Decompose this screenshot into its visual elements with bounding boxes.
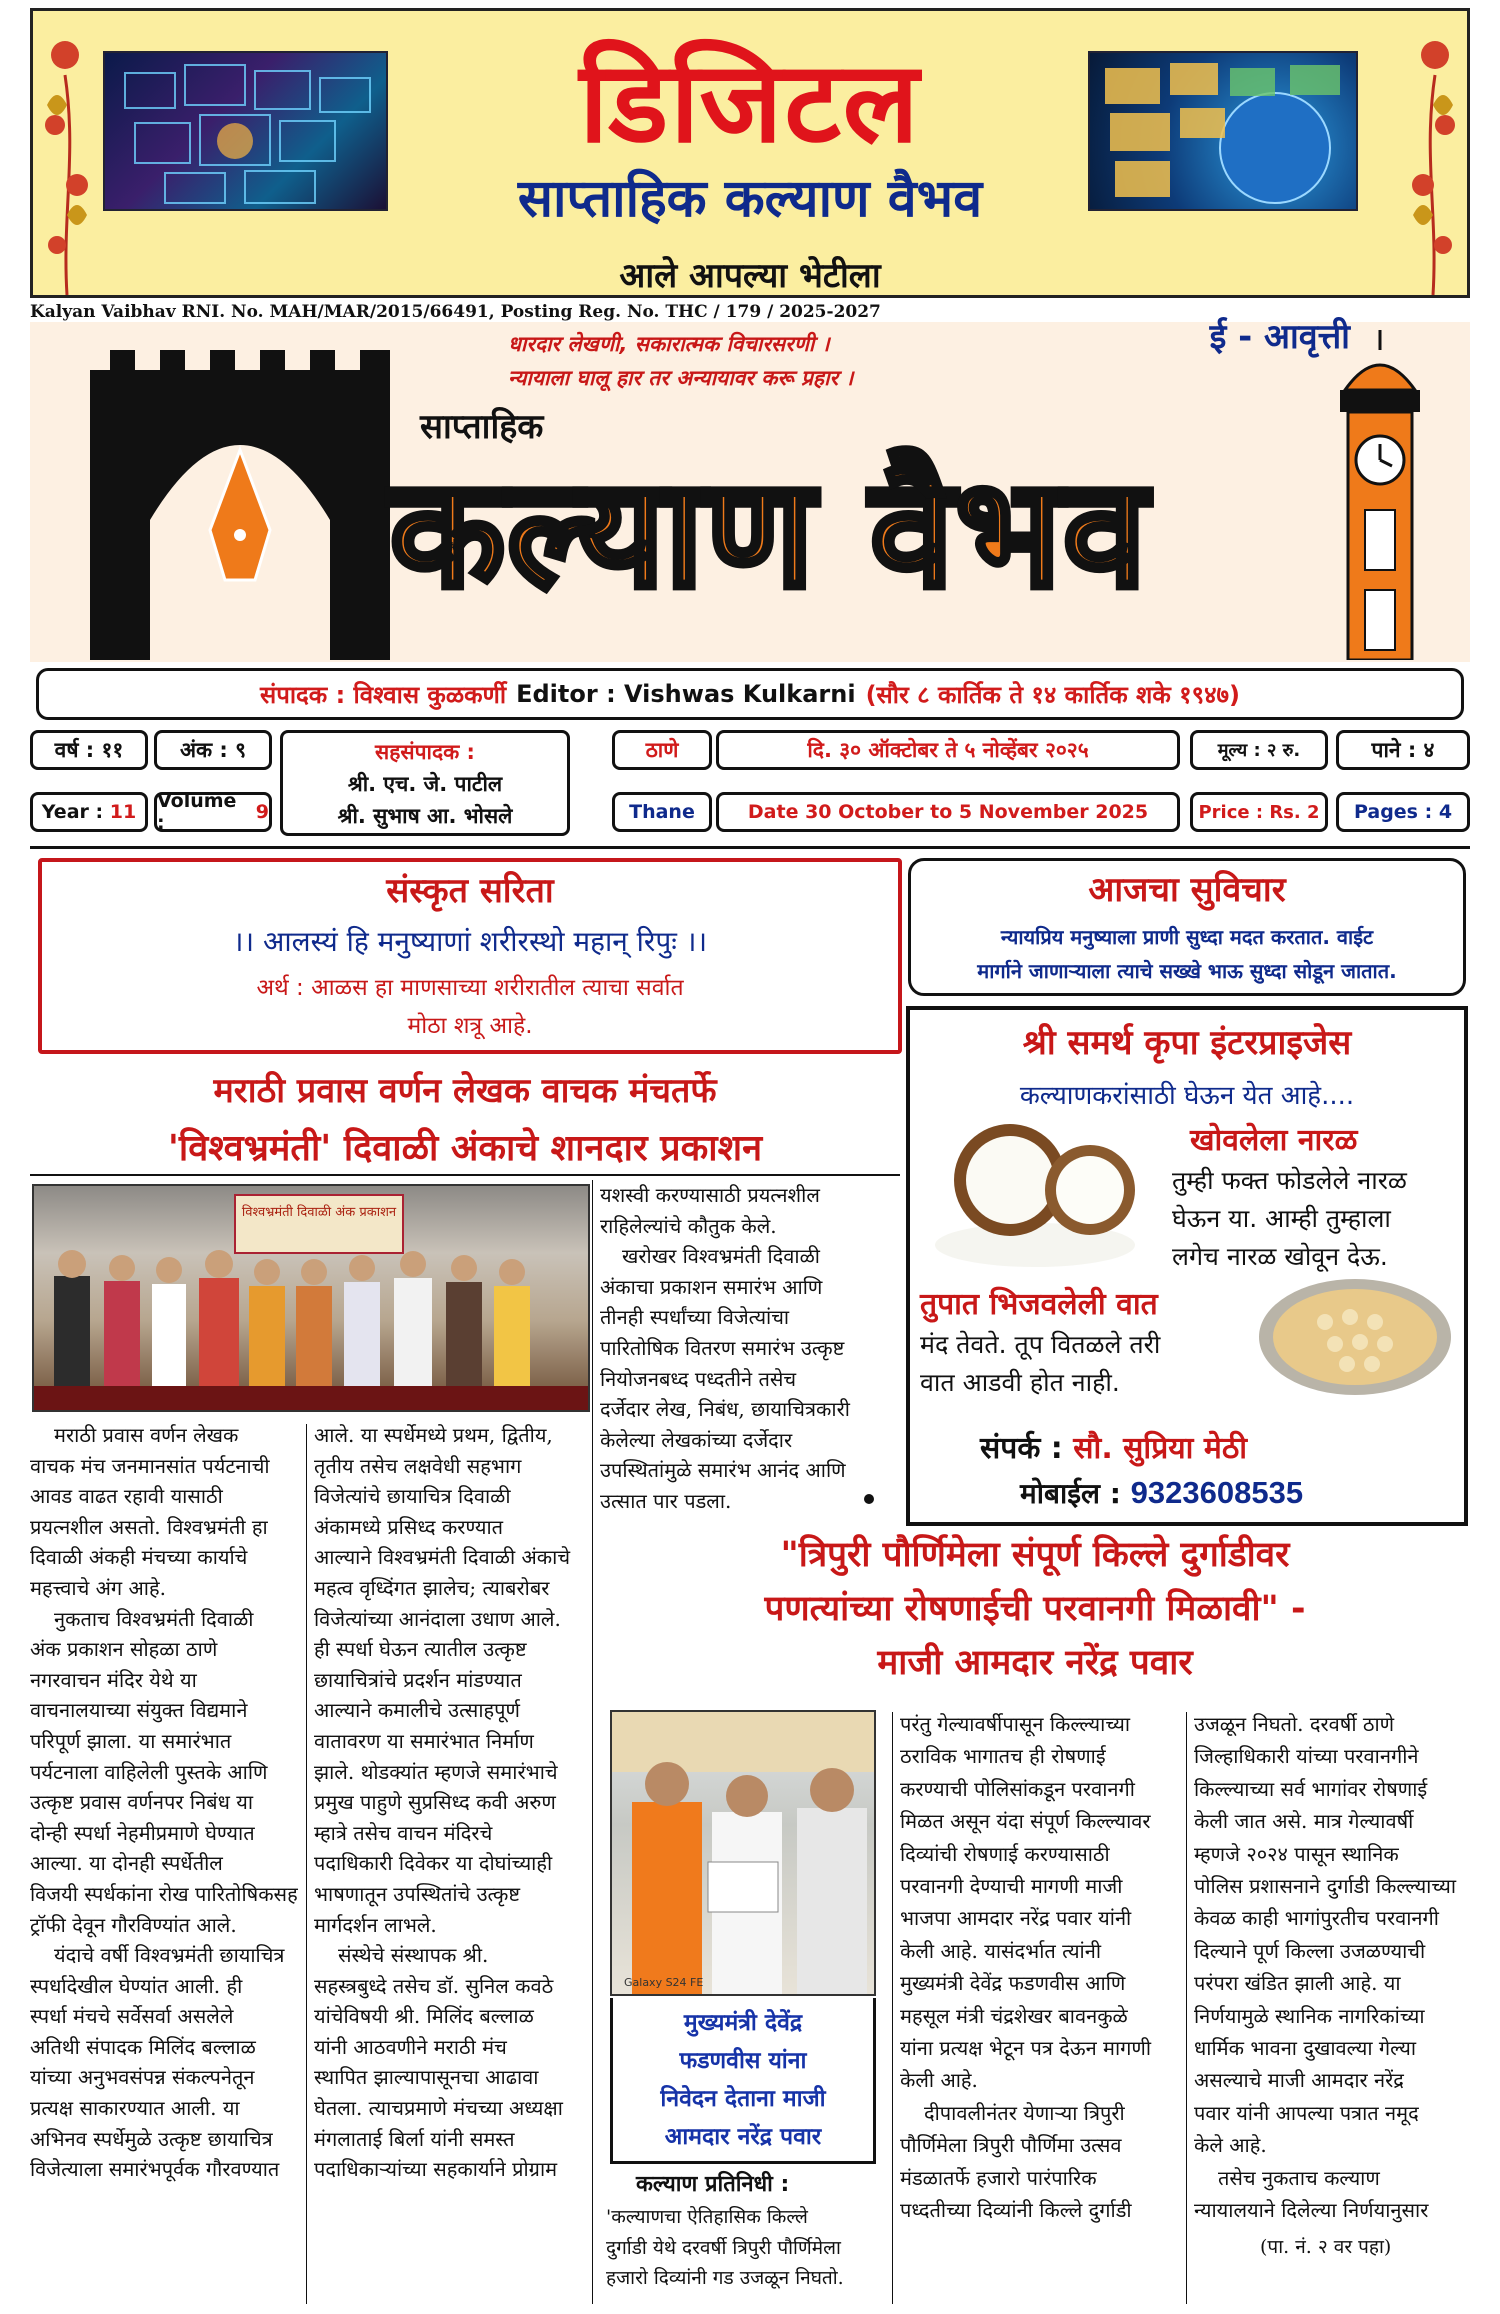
- ad-item-2-text: [920, 1326, 1160, 1402]
- text-line: घेतला. त्याचप्रमाणे मंचच्या अध्यक्षा: [314, 2096, 563, 2121]
- volume-label: Volume :: [157, 790, 237, 834]
- ad-item-1-line: तुम्ही फक्त फोडलेले नारळ: [1172, 1166, 1407, 1195]
- banner-newspaper-name: कल्याण वैभव: [390, 447, 1149, 621]
- text-line: तृतीय तसेच लक्षवेधी सहभाग: [314, 1453, 522, 1478]
- article2-headline-2: पणत्यांच्या रोषणाईची परवानगी मिळावी" -: [764, 1589, 1306, 1629]
- article1-col-right-top: [600, 1180, 890, 1517]
- caption-line: मुख्यमंत्री देवेंद्र: [683, 2010, 803, 2036]
- masthead-subtitle: साप्ताहिक कल्याण वैभव: [517, 169, 983, 229]
- ad-item-2-line: वात आडवी होत नाही.: [920, 1368, 1120, 1397]
- banner-weekly: साप्ताहिक: [420, 407, 544, 447]
- ad-item-1-line: घेऊन या. आम्ही तुम्हाला: [1172, 1204, 1391, 1233]
- volume-value: 9: [255, 801, 269, 823]
- text-line: मराठी प्रवास वर्णन लेखक: [54, 1423, 239, 1447]
- text-line: भाजपा आमदार नरेंद्र पवार यांनी: [900, 1906, 1132, 1931]
- ghee-wicks-image: [1255, 1272, 1455, 1402]
- article2-headline-1: "त्रिपुरी पौर्णिमेला संपूर्ण किल्ले दुर्गाडीवर: [780, 1535, 1290, 1575]
- text-line: उत्सात पार पडला.: [600, 1488, 732, 1513]
- text-line: प्रत्यक्ष साकारण्यात आली. या: [30, 2096, 240, 2121]
- ad-box: [906, 1006, 1468, 1526]
- text-line: उजळून निघतो. दरवर्षी ठाणे: [1194, 1712, 1395, 1736]
- banner: [30, 322, 1470, 662]
- editor-label-en: Editor : Vishwas Kulkarni: [516, 680, 856, 708]
- text-line: केलेल्या लेखकांच्या दर्जेदार: [600, 1427, 793, 1452]
- city-en: Thane: [612, 792, 712, 832]
- year-value: 11: [109, 801, 137, 823]
- text-line: निर्णयामुळे स्थानिक नागरिकांच्या: [1194, 2003, 1425, 2028]
- text-line: अंकामध्ये प्रसिध्द करण्यात: [314, 1514, 504, 1539]
- coconut-image: [920, 1110, 1150, 1270]
- text-line: परंपरा खंडित झाली आहे. या: [1194, 1971, 1401, 1996]
- text-line: वाचनालयाच्या संयुक्त विद्यमाने: [30, 1698, 248, 1723]
- text-line: करण्याची पोलिसांकडून परवानगी: [900, 1776, 1135, 1801]
- text-line: जिल्हाधिकारी यांच्या परवानगीने: [1194, 1744, 1419, 1769]
- text-line: दोन्ही स्पर्धा नेहमीप्रमाणे घेण्यात: [30, 1820, 255, 1845]
- clock-tower-logo: [1320, 330, 1440, 660]
- text-line: पोलिस प्रशासनाने दुर्गाडी किल्ल्याच्या: [1194, 1874, 1457, 1899]
- text-line: आवड वाढत रहावी यासाठी: [30, 1484, 223, 1509]
- ad-title: श्री समर्थ कृपा इंटरप्राइजेस: [1022, 1023, 1352, 1063]
- photo-watermark: Galaxy S24 FE: [624, 1976, 704, 1989]
- photo-banner: विश्वभ्रमंती दिवाळी अंक प्रकाशन: [234, 1194, 404, 1254]
- text-line: अतिथी संपादक मिलिंद बल्लाळ: [30, 2034, 256, 2059]
- ad-mobile-label: मोबाईल :: [1020, 1477, 1121, 1510]
- end-dot: [864, 1494, 874, 1504]
- text-line: म्हणजे २०२४ पासून स्थानिक: [1194, 1841, 1399, 1866]
- city-mr: ठाणे: [612, 730, 712, 770]
- ad-mobile-number: 9323608535: [1130, 1475, 1304, 1510]
- e-edition-label: ई - आवृत्ती: [1209, 317, 1350, 357]
- caption-line: आमदार नरेंद्र पवार: [664, 2124, 822, 2150]
- text-line: दर्जेदार लेख, निबंध, छायाचित्रकारी: [600, 1397, 850, 1422]
- text-line: महत्व वृध्दिंगत झालेच; त्याबरोबर: [314, 1575, 550, 1600]
- text-line: स्थापित झाल्यापासूनचा आढावा: [314, 2065, 539, 2090]
- text-line: केले आहे.: [1194, 2133, 1267, 2158]
- ad-contact-label: संपर्क :: [980, 1431, 1063, 1466]
- article1-col-2: [314, 1420, 582, 2185]
- text-line: स्पर्धा मंचचे सर्वेसर्वा असलेले: [30, 2004, 234, 2029]
- suvichar-box: [908, 858, 1466, 996]
- ank-box: अंक : ९: [154, 730, 272, 770]
- text-line: छायाचित्रांचे प्रदर्शन मांडण्यात: [314, 1667, 522, 1692]
- text-line: केली आहे. यासंदर्भात त्यांनी: [900, 1938, 1102, 1963]
- text-line: आल्याने कमालीचे उत्साहपूर्ण: [314, 1698, 520, 1723]
- editor-date-range: (सौर ८ कार्तिक ते १४ कार्तिक शके १९४७): [865, 680, 1241, 709]
- text-line: महत्त्वाचे अंग आहे.: [30, 1575, 166, 1600]
- text-line: तसेच नुकताच कल्याण: [1218, 2165, 1380, 2190]
- divider: [30, 846, 1470, 849]
- text-line: विजेत्याला समारंभपूर्वक गौरवण्यात: [30, 2157, 280, 2182]
- text-line: म्हात्रे तसेच वाचन मंदिरचे: [314, 1820, 493, 1845]
- rni-line: Kalyan Vaibhav RNI. No. MAH/MAR/2015/66491, Posting Reg. No. THC / 179 / 2025-2027: [30, 302, 881, 322]
- text-line: अंक प्रकाशन सोहळा ठाणे: [30, 1637, 218, 1662]
- text-line: भाषणातून उपस्थितांचे उत्कृष्ट: [314, 1881, 520, 1906]
- column-rule: [306, 1424, 307, 2304]
- price-en: Price : Rs. 2: [1190, 792, 1328, 832]
- ad-intro: कल्याणकरांसाठी घेऊन येत आहे....: [1019, 1081, 1355, 1111]
- ad-mobile: [1020, 1474, 1303, 1512]
- article1-photo: [32, 1184, 590, 1412]
- text-line: केली आहे.: [900, 2068, 978, 2093]
- text-line: यांचेविषयी श्री. मिलिंद बल्लाळ: [314, 2004, 534, 2029]
- suvichar-title: आजचा सुविचार: [1088, 870, 1286, 910]
- text-line: यशस्वी करण्यासाठी प्रयत्नशील: [600, 1183, 820, 1207]
- text-line: अभिनव स्पर्धेमुळे उत्कृष्ट छायाचित्र: [30, 2126, 273, 2151]
- text-line: हजारो दिव्यांनी गड उजळून निघतो.: [606, 2267, 844, 2290]
- text-line: नगरवाचन मंदिर येथे या: [30, 1667, 197, 1692]
- text-line: न्यायालयाने दिलेल्या निर्णयानुसार: [1194, 2198, 1429, 2223]
- column-rule: [592, 1180, 593, 2304]
- text-line: खरोखर विश्वभ्रमंती दिवाळी: [622, 1244, 820, 1269]
- text-line: किल्ल्याच्या सर्व भागांवर रोषणाई: [1194, 1776, 1428, 1801]
- text-line: सहस्त्रबुध्दे तसेच डॉ. सुनिल कवठे: [314, 1973, 554, 1998]
- text-line: मार्गदर्शन लाभले.: [314, 1912, 437, 1937]
- varsh-box: वर्ष : ११: [30, 730, 148, 770]
- ad-item-2-title: तुपात भिजवलेली वात: [920, 1287, 1158, 1322]
- continued-note: (पा. नं. २ वर पहा): [1260, 2236, 1392, 2258]
- article2-byline: कल्याण प्रतिनिधी :: [636, 2172, 790, 2197]
- article1-headline-2: 'विश्वभ्रमंती' दिवाळी अंकाचे शानदार प्रकाशन: [167, 1128, 763, 1169]
- text-line: परवानगी देण्याची मागणी माजी: [900, 1874, 1123, 1899]
- ad-contact: [980, 1426, 1247, 1467]
- slogan-1: धारदार लेखणी, सकारात्मक विचारसरणी ।: [508, 332, 830, 356]
- article2-headline-3: माजी आमदार नरेंद्र पवार: [877, 1643, 1193, 1683]
- article2-col-mid: [900, 1708, 1178, 2227]
- text-line: उत्कृष्ट प्रवास वर्णनपर निबंध या: [30, 1790, 254, 1815]
- text-line: नुकताच विश्वभ्रमंती दिवाळी: [54, 1606, 254, 1631]
- co-editor-1: श्री. एच. जे. पाटील: [347, 772, 503, 796]
- sanskrit-verse: ।। आलस्यं हि मनुष्याणां शरीरस्थो महान् रिपुः ।।: [232, 925, 708, 958]
- suvichar-line-2: मार्गाने जाणाऱ्याला त्याचे सख्खे भाऊ सुध्दा सोडून जातात.: [977, 959, 1397, 983]
- text-line: दिवाळी अंकही मंचच्या कार्याचे: [30, 1545, 248, 1570]
- text-line: यंदाचे वर्षी विश्वभ्रमंती छायाचित्र: [54, 1943, 285, 1968]
- text-line: दिल्याने पूर्ण किल्ला उजळण्याची: [1194, 1938, 1426, 1963]
- caption-line: फडणवीस यांना: [679, 2048, 807, 2074]
- article2-caption-box: [610, 1998, 876, 2164]
- text-line: पारितोषिक वितरण समारंभ उत्कृष्ट: [600, 1335, 845, 1360]
- text-line: 'कल्याणचा ऐतिहासिक किल्ले: [606, 2206, 808, 2228]
- ad-item-1-line: लगेच नारळ खोवून देऊ.: [1172, 1242, 1388, 1271]
- text-line: आले. या स्पर्धेमध्ये प्रथम, द्वितीय,: [314, 1423, 553, 1447]
- sanskrit-meaning-2: मोठा शत्रू आहे.: [407, 1013, 533, 1039]
- text-line: विजयी स्पर्धकांना रोख पारितोषिकसह: [30, 1881, 298, 1906]
- text-line: वातावरण या समारंभात निर्माण: [314, 1728, 534, 1753]
- text-line: पदाधिकाऱ्यांच्या सहकार्याने प्रोग्राम: [314, 2157, 558, 2182]
- text-line: मंगलाताई बिर्ला यांनी समस्त: [314, 2126, 515, 2151]
- text-line: धार्मिक भावना दुखावल्या गेल्या: [1194, 2036, 1417, 2061]
- article2-photo: [610, 1710, 876, 1996]
- masthead-title: डिजिटल: [579, 38, 921, 168]
- caption-line: निवेदन देताना माजी: [660, 2086, 826, 2112]
- column-rule: [1186, 1712, 1187, 2304]
- ad-item-2-line: मंद तेवते. तूप वितळले तरी: [920, 1330, 1161, 1359]
- text-line: पध्दतीच्या दिव्यांनी किल्ले दुर्गाडी: [900, 2198, 1132, 2223]
- text-line: वाचक मंच जनमानसांत पर्यटनाची: [30, 1453, 270, 1478]
- co-editor-2: श्री. सुभाष आ. भोसले: [337, 804, 513, 828]
- text-line: पौर्णिमेला त्रिपुरी पौर्णिमा उत्सव: [900, 2133, 1122, 2158]
- text-line: मंडळातर्फे हजारो पारंपारिक: [900, 2165, 1097, 2190]
- text-line: यांनी आठवणीने मराठी मंच: [314, 2034, 507, 2059]
- text-line: यांना प्रत्यक्ष भेटून पत्र देऊन मागणी: [900, 2036, 1152, 2061]
- date-en: Date 30 October to 5 November 2025: [716, 792, 1180, 832]
- price-mr: मूल्य : २ रु.: [1190, 730, 1328, 770]
- text-line: केवळ काही भागांपुरतीच परवानगी: [1194, 1906, 1439, 1931]
- text-line: ठराविक भागातच ही रोषणाई: [900, 1744, 1106, 1769]
- text-line: असल्याचे माजी आमदार नरेंद्र: [1194, 2068, 1404, 2093]
- masthead-tagline: आले आपल्या भेटीला: [619, 256, 881, 296]
- text-line: विजेत्यांच्या आनंदाला उधाण आले.: [314, 1606, 561, 1631]
- year-box: [30, 792, 148, 832]
- text-line: आल्या. या दोनही स्पर्धेतील: [30, 1851, 223, 1876]
- text-line: संस्थेचे संस्थापक श्री.: [338, 1943, 489, 1968]
- text-line: विजेत्यांचे छायाचित्र दिवाळी: [314, 1484, 511, 1509]
- fort-gate-logo: [90, 330, 390, 660]
- text-line: तीनही स्पर्धांच्या विजेत्यांचा: [600, 1305, 790, 1330]
- text-line: ही स्पर्धा घेऊन त्यातील उत्कृष्ट: [314, 1637, 527, 1662]
- article2-caption: [613, 1998, 873, 2156]
- text-line: दीपावलीनंतर येणाऱ्या त्रिपुरी: [924, 2100, 1125, 2125]
- masthead: [30, 8, 1470, 298]
- sanskrit-meaning-1: अर्थ : आळस हा माणसाच्या शरीरातील त्याचा सर्वात: [256, 975, 684, 1001]
- pages-mr: पाने : ४: [1336, 730, 1470, 770]
- text-line: महसूल मंत्री चंद्रशेखर बावनकुळे: [900, 2003, 1128, 2028]
- text-line: मुख्यमंत्री देवेंद्र फडणवीस आणि: [900, 1971, 1126, 1996]
- suvichar-line-1: न्यायप्रिय मनुष्याला प्राणी सुध्दा मदत करतात. वाईट: [1000, 925, 1374, 949]
- year-label: Year :: [41, 801, 104, 823]
- text-line: प्रयत्नशील असतो. विश्वभ्रमंती हा: [30, 1514, 268, 1539]
- text-line: पवार यांनी आपल्या पत्रात नमूद: [1194, 2100, 1419, 2125]
- slogan-2: न्यायाला घालू हार तर अन्यायावर करू प्रहार ।: [508, 366, 854, 390]
- sanskrit-title: संस्कृत सरिता: [386, 871, 554, 911]
- co-editor-label: सहसंपादक :: [375, 740, 475, 764]
- editor-label-mr: संपादक : विश्वास कुळकर्णी: [259, 680, 507, 709]
- ad-contact-name: सौ. सुप्रिया मेठी: [1073, 1431, 1248, 1466]
- column-rule: [892, 1712, 893, 2304]
- text-line: ट्रॉफी देवून गौरविण्यांत आले.: [30, 1912, 237, 1937]
- text-line: पदाधिकारी दिवेकर या दोघांच्याही: [314, 1851, 553, 1876]
- article2-col-left-bottom: [606, 2202, 884, 2294]
- sanskrit-box: [38, 858, 902, 1054]
- text-line: मिळत असून यंदा संपूर्ण किल्ल्यावर: [900, 1809, 1151, 1834]
- ad-item-1-text: [1172, 1162, 1407, 1276]
- text-line: स्पर्धादेखील घेण्यांत आली. ही: [30, 1973, 243, 1998]
- text-line: पर्यटनाला वाहिलेली पुस्तके आणि: [30, 1759, 268, 1784]
- editor-line: [36, 668, 1464, 720]
- text-line: राहिलेल्यांचे कौतुक केले.: [600, 1213, 777, 1238]
- text-line: प्रमुख पाहुणे सुप्रसिध्द कवी अरुण: [314, 1790, 556, 1815]
- text-line: यांच्या अनुभवसंपन्न संकल्पनेतून: [30, 2065, 255, 2090]
- pages-en: Pages : 4: [1336, 792, 1470, 832]
- text-line: दुर्गाडी येथे दरवर्षी त्रिपुरी पौर्णिमेला: [606, 2236, 841, 2259]
- ad-item-1-title: खोवलेला नारळ: [1190, 1123, 1358, 1158]
- article1-col-1: [30, 1420, 298, 2185]
- date-mr: दि. ३० ऑक्टोबर ते ५ नोव्हेंबर २०२५: [716, 730, 1180, 770]
- article1-headline-1: मराठी प्रवास वर्णन लेखक वाचक मंचतर्फे: [213, 1071, 717, 1111]
- volume-box: [154, 792, 272, 832]
- text-line: परिपूर्ण झाला. या समारंभात: [30, 1728, 232, 1753]
- text-line: झाले. थोडक्यांत म्हणजे समारंभाचे: [314, 1759, 558, 1784]
- article2-col-right: [1194, 1708, 1470, 2227]
- text-line: आल्याने विश्वभ्रमंती दिवाळी अंकाचे: [314, 1545, 571, 1570]
- text-line: उपस्थितांमुळे समारंभ आनंद आणि: [600, 1458, 846, 1483]
- text-line: केली जात असे. मात्र गेल्यावर्षी: [1194, 1809, 1414, 1834]
- text-line: दिव्यांची रोषणाई करण्यासाठी: [900, 1841, 1110, 1866]
- text-line: नियोजनबध्द पध्दतीने तसेच: [600, 1366, 797, 1391]
- text-line: परंतु गेल्यावर्षीपासून किल्ल्याच्या: [900, 1712, 1131, 1736]
- divider: [30, 1174, 900, 1176]
- co-editor-box: [280, 730, 570, 836]
- text-line: अंकाचा प्रकाशन समारंभ आणि: [600, 1274, 823, 1299]
